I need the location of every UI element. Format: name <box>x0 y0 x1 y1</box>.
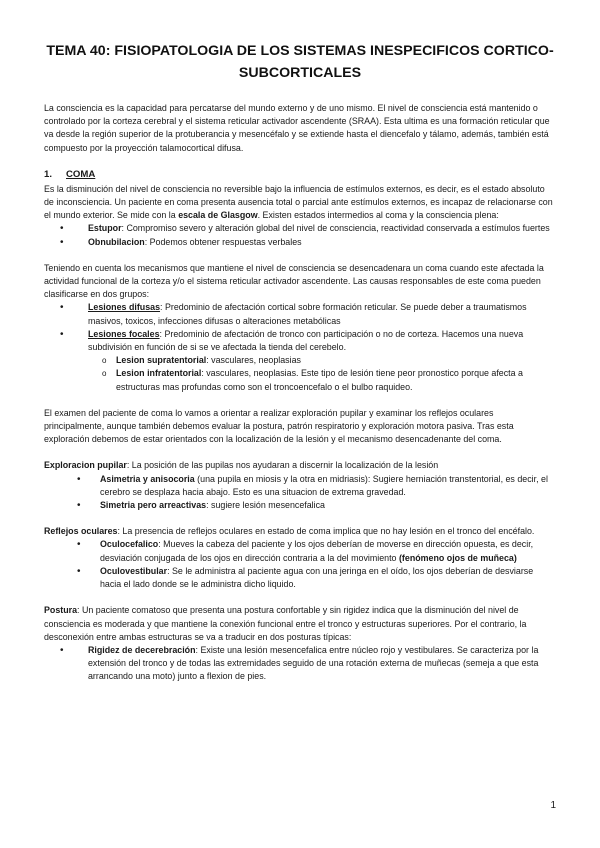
bullet-icon: • <box>60 644 64 656</box>
list-item: • Lesiones difusas: Predominio de afectación cortical sobre formación reticular. Se puede deber a traumatismos masivos, toxicos, infecciones difusas o alteraciones metabólicas <box>60 302 527 326</box>
lesions-list <box>44 301 556 393</box>
section-number: 1. <box>44 168 53 180</box>
list-item: • Obnubilacion: Podemos obtener respuestas verbales <box>60 236 302 248</box>
pupil-list <box>44 473 556 513</box>
list-item: • Asimetria y anisocoria (una pupila en miosis y la otra en midriasis): Sugiere herniación transtentorial, es decir, el cerebro se desplaza hacia abajo. Esto es una situacion de extrema gravedad. <box>77 473 548 497</box>
list-item: • Oculovestibular: Se le administra al paciente agua con una jeringa en el oído, los ojos deberían de desviarse hacia el lado donde se le administra dicho liquido. <box>77 565 534 590</box>
page-number: 1 <box>550 800 556 811</box>
glasgow-term: escala de Glasgow <box>178 210 258 221</box>
section-heading-coma <box>44 168 556 182</box>
exam-paragraph: El examen del paciente de coma lo vamos a orientar a realizar exploración pupilar y examinar los reflejos oculares principalmente, aunque también debemos evaluar la postura, patrón respiratorio y exploración motora pasiva. Tras esta exploración debemos de estar orientados con la localización de la lesión y el mecanismo desencadenante del coma. <box>44 407 514 445</box>
bullet-icon: • <box>77 565 81 577</box>
bullet-icon: • <box>60 223 64 235</box>
posture-list <box>44 644 556 684</box>
list-item: • Simetria pero arreactivas: sugiere lesión mesencefalica <box>77 500 325 512</box>
posture-paragraph: Postura: Un paciente comatoso que presenta una postura confortable y sin rigidez indica que la disminución del nivel de consciencia es moderada y que mantiene la conexión funcional entre el tronco y estructuras superiores. Por el contrario, la desconexión entre ambas estructuras se va a traducir en dos posturas típicas: <box>44 605 527 642</box>
list-item: • Lesiones focales: Predominio de afectación de tronco con participación o no de corteza. Hacemos una nueva subdivisión en función de si se ve afectada la tienda del cerebelo. <box>60 328 524 353</box>
bullet-icon: • <box>60 236 64 248</box>
ocular-paragraph: Reflejos oculares: La presencia de reflejos oculares en estado de coma implica que no hay lesión en el tronco del encéfalo. <box>44 526 535 537</box>
list-item: • Rigidez de decerebración: Existe una lesión mesencefalica entre núcleo rojo y vestibulares. Se caracteriza por la extensión del tronco y de todas las extremidades seguido de una rotación externa de muñecas (semeja a que esta arrancando una moto) junto a flexion de pies. <box>60 644 539 682</box>
page-title: TEMA 40: FISIOPATOLOGIA DE LOS SISTEMAS INESPECIFICOS CORTICO-SUBCORTICALES <box>46 43 554 81</box>
causes-paragraph: Teniendo en cuenta los mecanismos que mantiene el nivel de consciencia se desencadenara un coma cuando este afectada la actividad funcional de la corteza y/o el sistema reticular activador ascendente. Las causas responsables de este coma pueden clasificarse en dos grupos: <box>44 262 544 300</box>
list-item: o Lesion supratentorial: vasculares, neoplasias <box>44 354 556 367</box>
bullet-icon: • <box>60 302 64 314</box>
document-page <box>44 40 556 684</box>
list-item: • Estupor: Compromiso severo y alteración global del nivel de consciencia, reactividad conservada a estímulos fuertes <box>60 223 550 235</box>
pupil-paragraph: Exploracion pupilar: La posición de las pupilas nos ayudaran a discernir la localización de la lesión <box>44 460 439 471</box>
list-item: o Lesion infratentorial: vasculares, neoplasias. Este tipo de lesión tiene peor pronostico porque afecta a estructuras mas profundas como son el troncoencefalo o el bulbo raquideo. <box>102 368 523 392</box>
section-title: COMA <box>66 168 96 180</box>
bullet-icon: • <box>77 500 81 512</box>
list-item: • Oculocefalico: Mueves la cabeza del paciente y los ojos deberían de moverse en dirección opuesta, es decir, desviación conjugada de los ojos en dirección contraria a la del movimiento (fenómeno ojos de muñeca) <box>77 539 534 563</box>
ocular-list <box>44 538 556 591</box>
circle-bullet-icon: o <box>102 356 107 366</box>
bullet-icon: • <box>77 473 81 485</box>
intro-paragraph: La consciencia es la capacidad para percatarse del mundo externo y de uno mismo. El nivel de consciencia está mantenido o controlado por la corteza cerebral y el sistema reticular activador ascendente (SRAA). Esta ultima es una formación reticular que va desde la región superior de la protuberancia y mesencéfalo y se extiende hasta el diencefalo y tálamo, además, también está compuesto por la proyección talamocortical difusa. <box>44 103 550 153</box>
coma-definition: Es la disminución del nivel de consciencia no reversible bajo la influencia de estímulos externos, es decir, es el estado absoluto de inconsciencia. Un paciente en coma presenta ausencia total o parcial ante estímulos externos, es incapaz de relacionarse con el mundo exterior. Se mide con la escala de Glasgow. Existen estados intermedios al coma y la consciencia plena: <box>44 183 553 221</box>
states-list <box>44 222 556 248</box>
bullet-icon: • <box>60 328 64 340</box>
circle-bullet-icon: o <box>102 369 107 379</box>
bullet-icon: • <box>77 539 81 551</box>
